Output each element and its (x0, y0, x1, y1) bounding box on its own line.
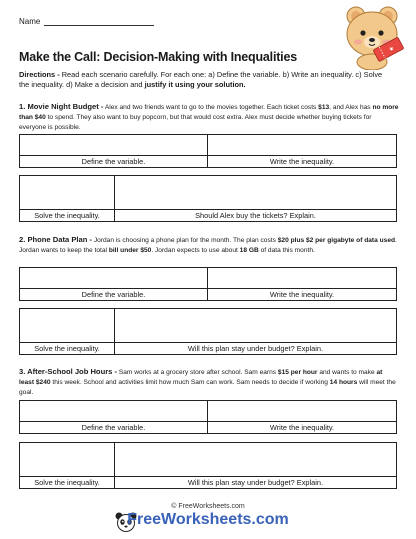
answer-cell[interactable]: Will this plan stay under budget? Explain. (115, 309, 396, 354)
directions-emphasis: justify it using your solution. (144, 80, 246, 90)
problem-1-text: 1. Movie Night Budget - Alex and two friends want to go to the movies together. Each ticket costs $13, and Alex has no more than $40 to spend. They also want to buy popcorn, but that would cost extra. Alex must decide whether buying tickets for everyone is possible. (19, 102, 399, 131)
answer-box-row-1 (19, 134, 397, 168)
answer-cell[interactable]: Define the variable. (20, 135, 208, 167)
directions-label: Directions - (19, 70, 60, 79)
answer-cell[interactable]: Define the variable. (20, 401, 208, 433)
answer-cell[interactable]: Will this plan stay under budget? Explain. (115, 443, 396, 488)
answer-cell[interactable]: Write the inequality. (208, 268, 396, 300)
svg-text:★: ★ (388, 45, 396, 54)
problem-heading: 3. After-School Job Hours - (19, 367, 118, 376)
problem-heading: 1. Movie Night Budget - (19, 102, 104, 111)
name-row (19, 17, 154, 26)
problem-2-text: 2. Phone Data Plan - Jordan is choosing a phone plan for the month. The plan costs $20 plus $2 per gigabyte of data used. Jordan wants to keep the total bill under $50. Jordan expects to use about 18 GB of data this month. (19, 235, 397, 254)
name-line[interactable] (44, 17, 154, 26)
answer-cell[interactable]: Should Alex buy the tickets? Explain. (115, 176, 396, 221)
page-title: Make the Call: Decision-Making with Inequalities (19, 50, 297, 64)
directions (19, 70, 389, 91)
name-label: Name (19, 17, 41, 26)
answer-cell[interactable]: Define the variable. (20, 268, 208, 300)
directions-text: Read each scenario carefully. For each one: a) Define the variable. b) Write an inequality. c) Solve the inequality. d) Make a decision and (19, 70, 383, 90)
answer-cell[interactable]: Solve the inequality. (20, 443, 115, 488)
problem-3-text: 3. After-School Job Hours - Sam works at a grocery store after school. Sam earns $15 per hour and wants to make at least $240 this week. School and activities limit how much Sam can work. Sam needs to decide if working 14 hours will meet the goal. (19, 367, 396, 396)
answer-box-row-2 (19, 442, 397, 489)
answer-cell[interactable]: Solve the inequality. (20, 309, 115, 354)
answer-box-row-2 (19, 308, 397, 355)
footer-logo[interactable]: FreeWorksheets.com (127, 511, 289, 528)
bear-with-ticket-icon (336, 4, 406, 70)
problem-heading: 2. Phone Data Plan - (19, 235, 93, 244)
answer-box-row-1 (19, 267, 397, 301)
answer-cell[interactable]: Write the inequality. (208, 401, 396, 433)
answer-box-row-2 (19, 175, 397, 222)
answer-cell[interactable]: Write the inequality. (208, 135, 396, 167)
footer-copyright: © FreeWorksheets.com (171, 503, 245, 510)
answer-box-row-1 (19, 400, 397, 434)
answer-cell[interactable]: Solve the inequality. (20, 176, 115, 221)
